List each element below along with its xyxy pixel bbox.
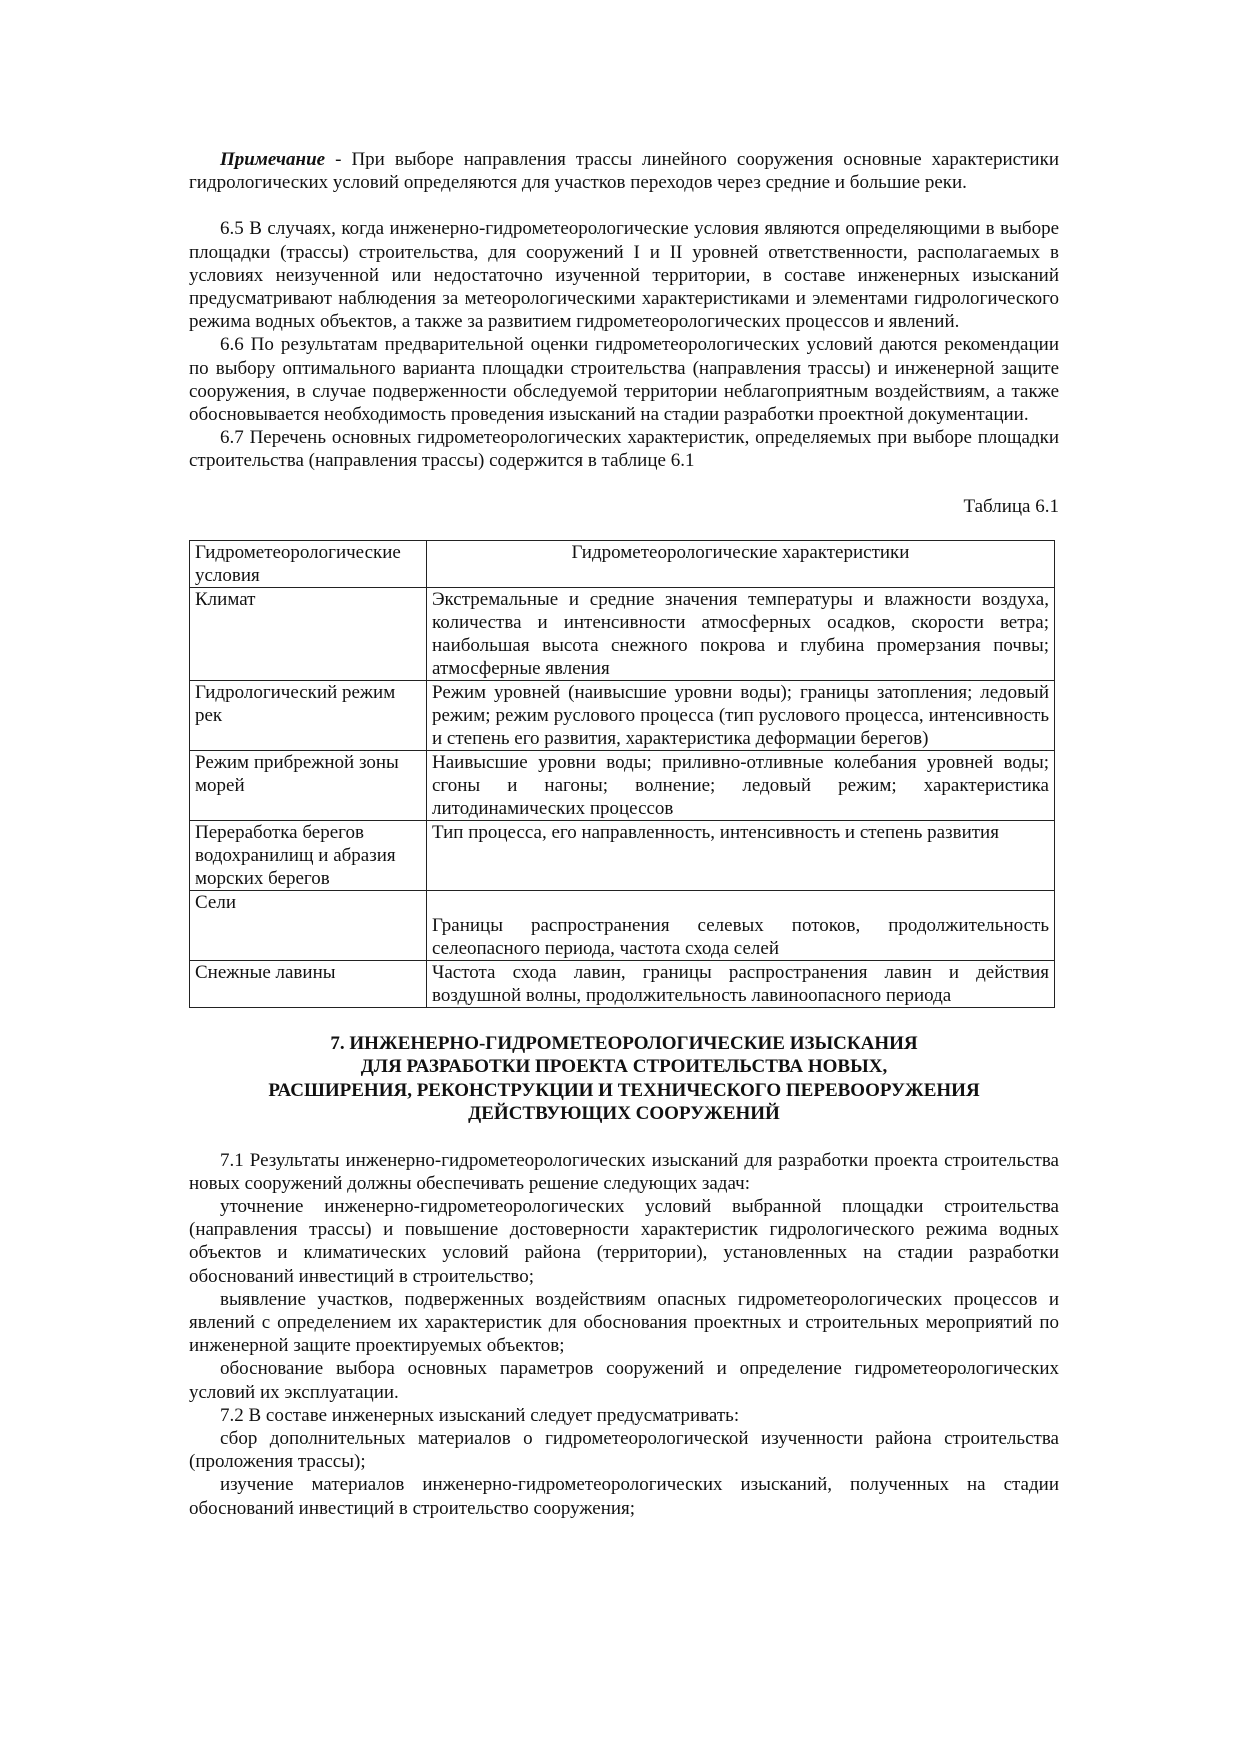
paragraph-6-7: 6.7 Перечень основных гидрометеорологических характеристик, определяемых при выборе площадки строительства (направления трассы) содержится в таблице 6.1 (189, 427, 1059, 472)
table-6-1 (189, 540, 1055, 1008)
heading-line: РАСШИРЕНИЯ, РЕКОНСТРУКЦИИ И ТЕХНИЧЕСКОГО ПЕРЕВООРУЖЕНИЯ (268, 1079, 980, 1101)
table-cell-condition: Переработка берегов водохранилищ и абразия морских берегов (190, 820, 427, 890)
section-7-heading (189, 1032, 1059, 1126)
table-row (190, 820, 1055, 890)
table-row (190, 750, 1055, 820)
table-row (190, 680, 1055, 750)
table-cell-characteristics: Тип процесса, его направленность, интенсивность и степень развития (427, 820, 1055, 890)
list-item: выявление участков, подверженных воздействиям опасных гидрометеорологических процессов и явлений с определением их характеристик для обоснования проектных и строительных мероприятий по инженерной защите проектируемых объектов; (189, 1288, 1059, 1357)
table-cell-characteristics: Режим уровней (наивысшие уровни воды); границы затопления; ледовый режим; режим руслового процесса (тип руслового процесса, интенсивность и степень его развития, характеристика деформации берегов) (427, 680, 1055, 750)
heading-line: ДЛЯ РАЗРАБОТКИ ПРОЕКТА СТРОИТЕЛЬСТВА НОВЫХ, (360, 1056, 888, 1078)
table-caption: Таблица 6.1 (963, 495, 1059, 517)
paragraph-gap (189, 194, 1059, 217)
document-content (189, 148, 1059, 1520)
list-item: уточнение инженерно-гидрометеорологических условий выбранной площадки строительства (направления трассы) и повышение достоверности характеристик гидрологического режима водных объектов и климатических условий района (территории), установленных на стадии разработки обоснований инвестиций в строительство; (189, 1196, 1059, 1287)
note-paragraph (189, 148, 1059, 194)
table-cell-characteristics: Границы распространения селевых потоков, продолжительность селеопасного периода, частота схода селей (427, 890, 1055, 960)
table-cell-characteristics: Частота схода лавин, границы распространения лавин и действия воздушной волны, продолжительность лавиноопасного периода (427, 960, 1055, 1007)
heading-line: ДЕЙСТВУЮЩИХ СООРУЖЕНИЙ (468, 1103, 780, 1125)
paragraph-6-6: 6.6 По результатам предварительной оценки гидрометеорологических условий даются рекомендации по выбору оптимального варианта площадки строительства (направления трассы) и инженерной защите сооружения, в случае подверженности обследуемой территории неблагоприятным воздействиям, а также обосновывается необходимость проведения изысканий на стадии разработки проектной документации. (189, 334, 1059, 426)
table-cell-condition: Режим прибрежной зоны морей (190, 750, 427, 820)
paragraph-7-1: 7.1 Результаты инженерно-гидрометеорологических изысканий для разработки проекта строительства новых сооружений должны обеспечивать решение следующих задач: (189, 1149, 1059, 1194)
table-cell-condition: Снежные лавины (190, 960, 427, 1007)
list-item: обоснование выбора основных параметров сооружений и определение гидрометеорологических условий их эксплуатации. (189, 1358, 1059, 1403)
table-row (190, 960, 1055, 1007)
list-item: изучение материалов инженерно-гидрометеорологических изысканий, полученных на стадии обоснований инвестиций в строительство сооружения; (189, 1474, 1059, 1519)
table-header-characteristics: Гидрометеорологические характеристики (427, 540, 1055, 587)
table-header-conditions: Гидрометеорологические условия (190, 540, 427, 587)
paragraph-7-2: 7.2 В составе инженерных изысканий следует предусматривать: (220, 1404, 740, 1426)
note-text: - При выборе направления трассы линейного сооружения основные характеристики гидрологических условий определяются для участков переходов через средние и большие реки. (189, 149, 1059, 194)
paragraph-6-5: 6.5 В случаях, когда инженерно-гидрометеорологические условия являются определяющими в выборе площадки (трассы) строительства, для сооружений I и II уровней ответственности, располагаемых в условиях неизученной или недостаточно изученной территории, в составе инженерных изысканий предусматривают наблюдения за метеорологическими характеристиками и элементами гидрологического режима водных объектов, а также за развитием гидрометеорологических процессов и явлений. (189, 218, 1059, 333)
note-lead: Примечание (220, 149, 326, 170)
heading-line: 7. ИНЖЕНЕРНО-ГИДРОМЕТЕОРОЛОГИЧЕСКИЕ ИЗЫСКАНИЯ (330, 1032, 918, 1054)
table-row (190, 890, 1055, 960)
table-cell-condition: Гидрологический режим рек (190, 680, 427, 750)
table-header-row (190, 540, 1055, 587)
table-row (190, 587, 1055, 680)
list-item: сбор дополнительных материалов о гидрометеорологической изученности района строительства (проложения трассы); (189, 1428, 1059, 1473)
table-cell-characteristics: Наивысшие уровни воды; приливно-отливные колебания уровней воды; сгоны и нагоны; волнение; ледовый режим; характеристика литодинамических процессов (427, 750, 1055, 820)
table-cell-condition: Климат (190, 587, 427, 680)
table-cell-condition: Сели (190, 890, 427, 960)
table-cell-characteristics: Экстремальные и средние значения температуры и влажности воздуха, количества и интенсивности атмосферных осадков, скорости ветра; наибольшая высота снежного покрова и глубина промерзания почвы; атмосферные явления (427, 587, 1055, 680)
